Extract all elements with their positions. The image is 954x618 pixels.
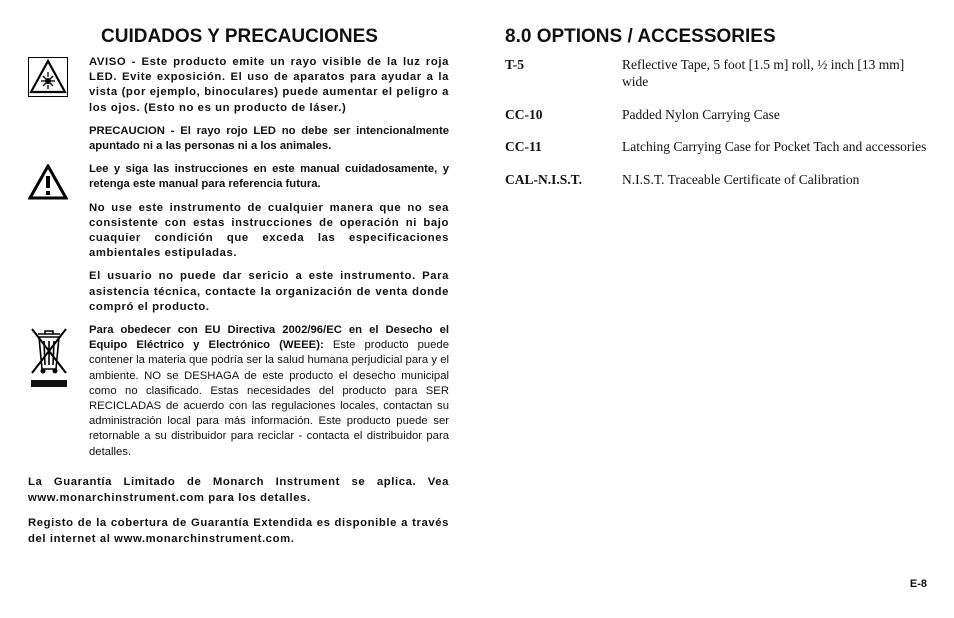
use-consistently-text: No use este instrumento de cualquier manera que no sea consistente con estas instrucciones de operación ni bajo cuaquier condición que exceda las especificaciones ambientales estipuladas. [89,201,449,260]
options-table [505,56,930,188]
page-number: E-8 [909,578,927,590]
weee-block [28,323,449,460]
weee-paragraph [89,323,449,460]
option-description: Latching Carrying Case for Pocket Tach and accessories [622,139,927,154]
extended-warranty-text: Registo de la cobertura de Guarantía Extendida es disponible a través del internet al www.monarchinstrument.com. [28,516,449,545]
precautions-column [28,55,449,556]
option-description: Padded Nylon Carrying Case [622,107,780,122]
option-code: CC-10 [505,107,543,122]
warranty-text: La Guarantía Limitado de Monarch Instrument se aplica. Vea www.monarchinstrument.com para los detalles. [28,475,449,504]
laser-warning-block [28,55,449,154]
option-code: CC-11 [505,139,542,154]
option-row [505,171,930,188]
option-row [505,106,930,123]
read-instructions-text: Lee y siga las instrucciones en este manual cuidadosamente, y retenga este manual para referencia futura. [89,163,449,191]
option-row [505,56,930,90]
option-code: CAL-N.I.S.T. [505,172,583,187]
option-description: Reflective Tape, 5 foot [1.5 m] roll, ½ inch [13 mm] wide [622,57,905,89]
left-title: CUIDADOS Y PRECAUCIONES [101,26,378,47]
option-code: T-5 [505,57,525,72]
precaucion-text: PRECAUCION - El rayo rojo LED no debe ser intencionalmente apuntado ni a las personas ni a los animales. [89,124,449,153]
warranty-block [28,474,449,547]
laser-warning-icon [28,57,68,102]
weee-bin-icon [28,325,70,392]
caution-block [28,162,449,315]
weee-directive-text: Para obedecer con EU Directiva 2002/96/EC en el Desecho el Equipo Eléctrico y Electrónico (WEEE): [89,324,449,352]
right-title: 8.0 OPTIONS / ACCESSORIES [505,26,776,47]
weee-disposal-text: Este producto puede contener la materia que podría ser la salud humana perjudicial para y el ambiente. NO se DESHAGA de este producto el desecho municipal como no clasificado. Estas necesidades del producto para SER RECICLADAS de acuerdo con las regulaciones locales, contactan su administración local para más información. Este producto puede ser retornable a su distribuidor para reciclar - contacta el distribuidor para detalles. [89,339,449,458]
aviso-text: AVISO - Este producto emite un rayo visible de la luz roja LED. Evite exposición. El uso de aparatos para ayudar a la vista (por ejemplo, binoculares) puede aumentar el peligro a los ojos. (Esto no es un producto de láser.) [89,56,449,114]
option-description: N.I.S.T. Traceable Certificate of Calibration [622,172,860,187]
option-row [505,138,930,155]
no-service-text: El usuario no puede dar sericio a este instrumento. Para asistencia técnica, contacte la organización de venta donde compró el producto. [89,270,449,313]
caution-triangle-icon [28,164,68,205]
